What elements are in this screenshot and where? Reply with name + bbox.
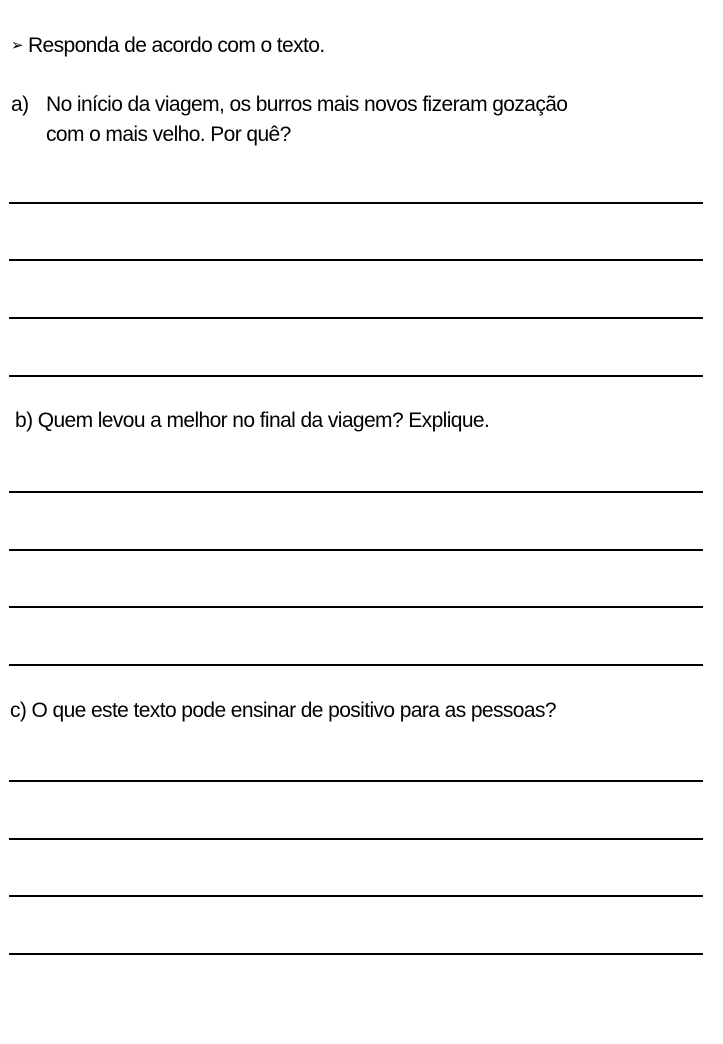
answer-line-a-4[interactable] — [9, 375, 703, 377]
answer-line-b-2[interactable] — [9, 549, 703, 551]
answer-line-c-1[interactable] — [9, 780, 703, 782]
answer-line-a-2[interactable] — [9, 259, 703, 261]
answer-line-c-2[interactable] — [9, 838, 703, 840]
answer-line-b-4[interactable] — [9, 664, 703, 666]
question-a-text-line-1: No início da viagem, os burros mais novos fizeram gozação — [46, 93, 568, 116]
answer-line-a-1[interactable] — [9, 202, 703, 204]
answer-line-b-1[interactable] — [9, 491, 703, 493]
instruction — [11, 32, 325, 60]
answer-line-c-4[interactable] — [9, 953, 703, 955]
question-b-text: b) Quem levou a melhor no final da viagem? Explique. — [15, 409, 490, 432]
answer-line-a-3[interactable] — [9, 317, 703, 319]
instruction-text: Responda de acordo com o texto. — [27, 34, 325, 57]
question-a-label: a) — [11, 93, 29, 116]
answer-line-b-3[interactable] — [9, 606, 703, 608]
arrowhead-bullet-icon: ➢ — [11, 37, 23, 54]
answer-line-c-3[interactable] — [9, 895, 703, 897]
question-c-text: c) O que este texto pode ensinar de positivo para as pessoas? — [10, 699, 556, 722]
question-a-text-line-2: com o mais velho. Por quê? — [46, 123, 291, 146]
